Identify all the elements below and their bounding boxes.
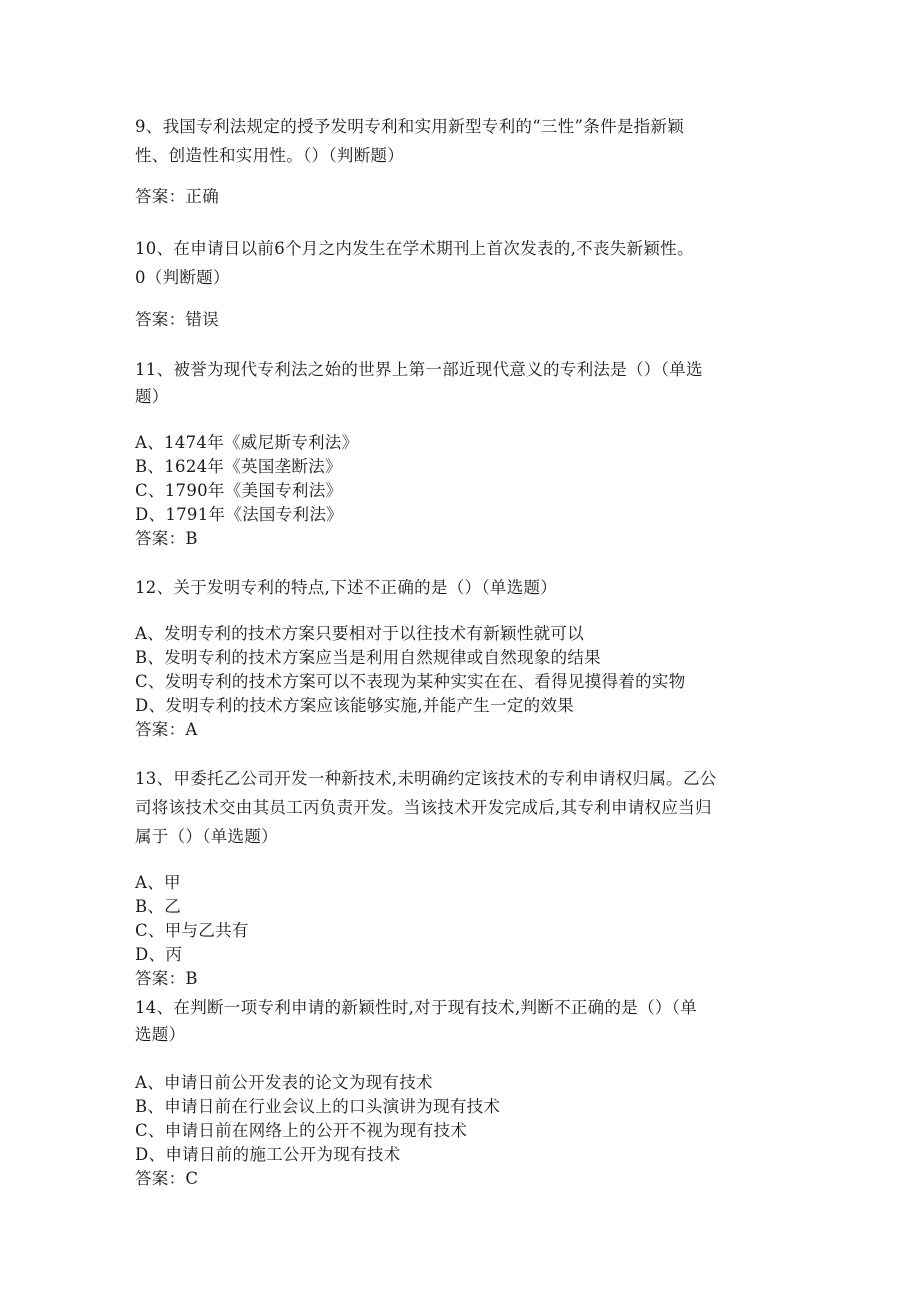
question-14-text-line-1: 14、在判断一项专利申请的新颖性时,对于现有技术,判断不正确的是（）（单 [135,998,698,1017]
question-14-option-c: C、申请日前在网络上的公开不视为现有技术 [135,1121,468,1140]
question-13-text-line-2: 司将该技术交由其员工丙负责开发。当该技术开发完成后,其专利申请权应当归 [135,798,712,817]
question-12-option-d: D、发明专利的技术方案应该能够实施,并能产生一定的效果 [135,696,575,715]
question-11-option-a: A、1474年《威尼斯专利法》 [135,433,359,452]
question-13-text-line-1: 13、甲委托乙公司开发一种新技术,未明确约定该技术的专利申请权归属。乙公 [135,769,717,788]
question-11-option-d: D、1791年《法国专利法》 [135,505,343,524]
question-11-option-c: C、1790年《美国专利法》 [135,481,343,500]
question-12-option-c: C、发明专利的技术方案可以不表现为某种实实在在、看得见摸得着的实物 [135,672,686,691]
question-11-option-b: B、1624年《英国垄断法》 [135,457,342,476]
question-14-option-a: A、申请日前公开发表的论文为现有技术 [135,1073,433,1092]
question-11-answer: 答案：B [135,529,198,548]
question-13-option-b: B、乙 [135,897,182,916]
question-14-text-line-2: 选题） [135,1025,186,1044]
question-9-answer: 答案：正确 [135,187,219,206]
question-12-answer: 答案：A [135,720,198,739]
question-10-text-line-1: 10、在申请日以前6个月之内发生在学术期刊上首次发表的,不丧失新颖性。 [135,239,694,258]
question-9-text-line-2: 性、创造性和实用性。（）（判断题） [135,146,405,165]
question-12-option-a: A、发明专利的技术方案只要相对于以往技术有新颖性就可以 [135,624,585,643]
question-13-text-line-3: 属于（）（单选题） [135,827,278,846]
question-10-answer: 答案：错误 [135,310,219,329]
question-13-option-d: D、丙 [135,945,183,964]
question-10-text-line-2: 0（判断题） [135,268,230,287]
question-13-option-c: C、甲与乙共有 [135,921,249,940]
question-13-option-a: A、甲 [135,873,181,892]
question-11-text-line-1: 11、被誉为现代专利法之始的世界上第一部近现代意义的专利法是（）（单选 [135,360,703,379]
question-13-answer: 答案：B [135,969,198,988]
question-14-answer: 答案：C [135,1169,199,1188]
question-9-text-line-1: 9、我国专利法规定的授予发明专利和实用新型专利的“三性”条件是指新颖 [135,117,685,136]
question-14-option-b: B、申请日前在行业会议上的口头演讲为现有技术 [135,1097,501,1116]
question-12-option-b: B、发明专利的技术方案应当是利用自然规律或自然现象的结果 [135,648,602,667]
question-11-text-line-2: 题） [135,387,169,406]
question-14-option-d: D、申请日前的施工公开为现有技术 [135,1145,401,1164]
question-12-text-line-1: 12、关于发明专利的特点,下述不正确的是（）（单选题） [135,578,558,597]
